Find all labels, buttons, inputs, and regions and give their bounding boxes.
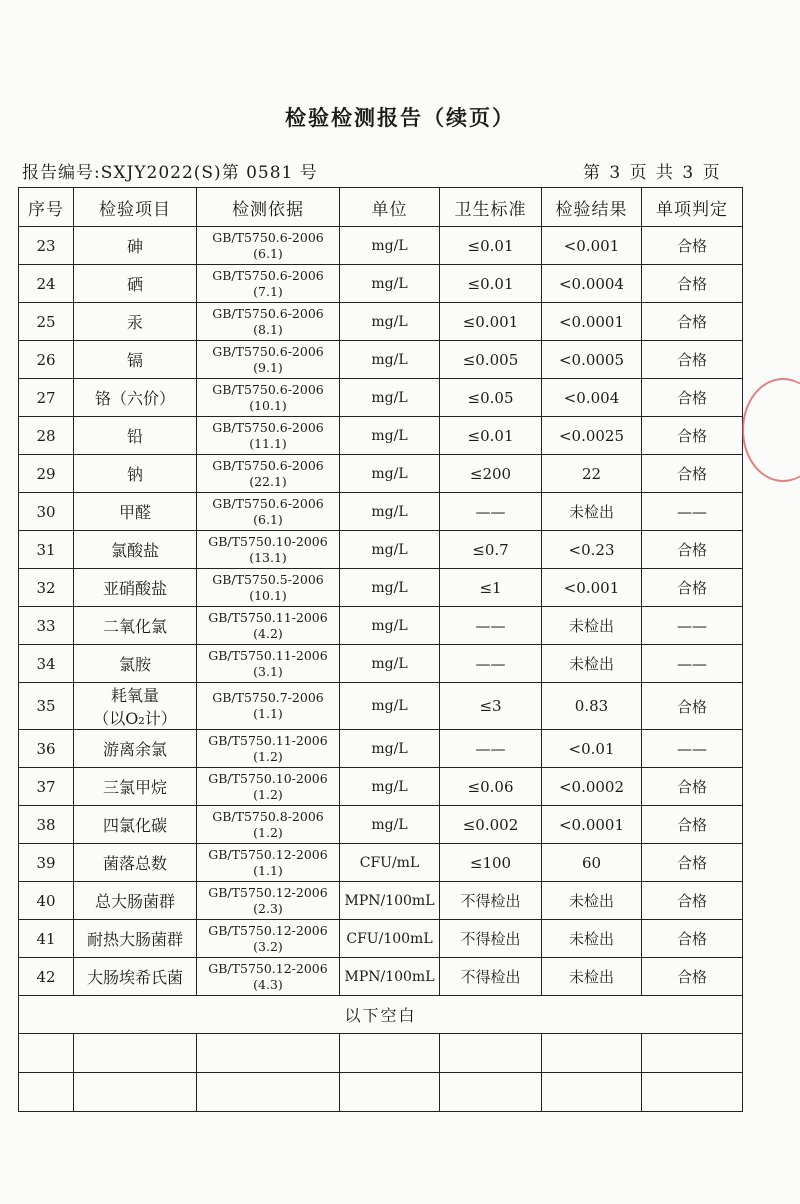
blank-note: 以下空白 — [19, 996, 743, 1034]
test-method-cell: GB/T5750.6-2006 (7.1) — [197, 265, 340, 303]
row-number-cell: 38 — [19, 806, 74, 844]
judgement-cell: 合格 — [642, 958, 743, 996]
table-row — [19, 265, 743, 303]
hygiene-standard-cell: ≤100 — [440, 844, 542, 882]
test-item-cell: 钠 — [74, 455, 197, 493]
table-row — [19, 683, 743, 730]
unit-cell: mg/L — [340, 683, 440, 730]
hygiene-standard-cell: ≤200 — [440, 455, 542, 493]
page-info: 第 3 页 共 3 页 — [583, 163, 722, 183]
row-number-cell: 23 — [19, 227, 74, 265]
report-title: 检验检测报告（续页） — [285, 106, 515, 130]
judgement-cell: 合格 — [642, 227, 743, 265]
table-row — [19, 493, 743, 531]
test-method-cell: GB/T5750.6-2006 (10.1) — [197, 379, 340, 417]
hygiene-standard-cell: 不得检出 — [440, 958, 542, 996]
test-method-cell: GB/T5750.11-2006 (1.2) — [197, 730, 340, 768]
row-number-cell: 30 — [19, 493, 74, 531]
unit-cell: mg/L — [340, 417, 440, 455]
test-result-cell: <0.004 — [542, 379, 642, 417]
hygiene-standard-cell: ≤0.001 — [440, 303, 542, 341]
unit-cell: mg/L — [340, 493, 440, 531]
row-number-cell: 27 — [19, 379, 74, 417]
row-number-cell: 25 — [19, 303, 74, 341]
row-number-cell: 35 — [19, 683, 74, 730]
judgement-cell: 合格 — [642, 569, 743, 607]
row-number-cell: 31 — [19, 531, 74, 569]
test-result-cell: <0.0002 — [542, 768, 642, 806]
header-item: 检验项目 — [74, 188, 197, 227]
header-standard: 卫生标准 — [440, 188, 542, 227]
header-judgement: 单项判定 — [642, 188, 743, 227]
test-method-cell: GB/T5750.8-2006 (1.2) — [197, 806, 340, 844]
header-result: 检验结果 — [542, 188, 642, 227]
test-method-cell: GB/T5750.11-2006 (4.2) — [197, 607, 340, 645]
table-row — [19, 958, 743, 996]
test-method-cell: GB/T5750.6-2006 (22.1) — [197, 455, 340, 493]
judgement-cell: —— — [642, 730, 743, 768]
test-method-cell: GB/T5750.6-2006 (8.1) — [197, 303, 340, 341]
hygiene-standard-cell: ≤3 — [440, 683, 542, 730]
test-result-cell: <0.0005 — [542, 341, 642, 379]
judgement-cell: —— — [642, 607, 743, 645]
hygiene-standard-cell: ≤0.7 — [440, 531, 542, 569]
unit-cell: mg/L — [340, 303, 440, 341]
table-row — [19, 844, 743, 882]
judgement-cell: 合格 — [642, 844, 743, 882]
hygiene-standard-cell: ≤0.01 — [440, 227, 542, 265]
test-item-cell: 铬（六价） — [74, 379, 197, 417]
test-result-cell: <0.0004 — [542, 265, 642, 303]
hygiene-standard-cell: 不得检出 — [440, 920, 542, 958]
test-result-cell: <0.0001 — [542, 806, 642, 844]
test-method-cell: GB/T5750.6-2006 (9.1) — [197, 341, 340, 379]
judgement-cell: 合格 — [642, 265, 743, 303]
judgement-cell: 合格 — [642, 531, 743, 569]
test-item-cell: 耐热大肠菌群 — [74, 920, 197, 958]
empty-cell — [19, 1034, 74, 1073]
unit-cell: mg/L — [340, 645, 440, 683]
unit-cell: MPN/100mL — [340, 882, 440, 920]
table-row — [19, 569, 743, 607]
test-result-cell: <0.0001 — [542, 303, 642, 341]
table-row — [19, 645, 743, 683]
test-result-cell: <0.01 — [542, 730, 642, 768]
judgement-cell: 合格 — [642, 417, 743, 455]
hygiene-standard-cell: ≤0.01 — [440, 417, 542, 455]
test-item-cell: 氯酸盐 — [74, 531, 197, 569]
test-item-cell: 四氯化碳 — [74, 806, 197, 844]
unit-cell: mg/L — [340, 806, 440, 844]
unit-cell: CFU/100mL — [340, 920, 440, 958]
row-number-cell: 39 — [19, 844, 74, 882]
empty-cell — [542, 1073, 642, 1112]
unit-cell: mg/L — [340, 531, 440, 569]
table-row — [19, 417, 743, 455]
empty-cell — [197, 1073, 340, 1112]
test-item-cell: 亚硝酸盐 — [74, 569, 197, 607]
empty-row — [19, 1073, 743, 1112]
judgement-cell: 合格 — [642, 920, 743, 958]
test-result-cell: <0.001 — [542, 569, 642, 607]
table-row — [19, 607, 743, 645]
table-header-row — [19, 188, 743, 227]
test-result-cell: 未检出 — [542, 920, 642, 958]
hygiene-standard-cell: —— — [440, 730, 542, 768]
unit-cell: mg/L — [340, 379, 440, 417]
test-result-cell: 22 — [542, 455, 642, 493]
judgement-cell: 合格 — [642, 683, 743, 730]
hygiene-standard-cell: 不得检出 — [440, 882, 542, 920]
unit-cell: mg/L — [340, 341, 440, 379]
test-item-cell: 总大肠菌群 — [74, 882, 197, 920]
judgement-cell: 合格 — [642, 882, 743, 920]
table-row — [19, 882, 743, 920]
test-item-cell: 氯胺 — [74, 645, 197, 683]
hygiene-standard-cell: ≤0.005 — [440, 341, 542, 379]
test-result-cell: 未检出 — [542, 607, 642, 645]
judgement-cell: —— — [642, 493, 743, 531]
test-result-cell: 未检出 — [542, 958, 642, 996]
test-result-cell: 60 — [542, 844, 642, 882]
header-no: 序号 — [19, 188, 74, 227]
red-stamp-seal — [742, 378, 800, 482]
test-item-cell: 甲醛 — [74, 493, 197, 531]
unit-cell: CFU/mL — [340, 844, 440, 882]
test-result-cell: <0.0025 — [542, 417, 642, 455]
empty-cell — [440, 1034, 542, 1073]
test-method-cell: GB/T5750.6-2006 (11.1) — [197, 417, 340, 455]
test-result-cell: 未检出 — [542, 645, 642, 683]
test-item-cell: 铅 — [74, 417, 197, 455]
test-item-cell: 汞 — [74, 303, 197, 341]
test-method-cell: GB/T5750.11-2006 (3.1) — [197, 645, 340, 683]
unit-cell: mg/L — [340, 607, 440, 645]
test-method-cell: GB/T5750.12-2006 (2.3) — [197, 882, 340, 920]
empty-cell — [642, 1073, 743, 1112]
header-method: 检测依据 — [197, 188, 340, 227]
hygiene-standard-cell: —— — [440, 645, 542, 683]
empty-cell — [340, 1073, 440, 1112]
test-item-cell: 菌落总数 — [74, 844, 197, 882]
unit-cell: mg/L — [340, 265, 440, 303]
unit-cell: mg/L — [340, 455, 440, 493]
judgement-cell: 合格 — [642, 379, 743, 417]
empty-cell — [74, 1034, 197, 1073]
table-row — [19, 341, 743, 379]
row-number-cell: 36 — [19, 730, 74, 768]
unit-cell: mg/L — [340, 569, 440, 607]
unit-cell: mg/L — [340, 768, 440, 806]
row-number-cell: 32 — [19, 569, 74, 607]
judgement-cell: 合格 — [642, 806, 743, 844]
hygiene-standard-cell: —— — [440, 607, 542, 645]
test-result-cell: 未检出 — [542, 493, 642, 531]
table-row — [19, 303, 743, 341]
test-item-cell: 硒 — [74, 265, 197, 303]
test-method-cell: GB/T5750.6-2006 (6.1) — [197, 493, 340, 531]
test-item-cell: 砷 — [74, 227, 197, 265]
test-method-cell: GB/T5750.10-2006 (13.1) — [197, 531, 340, 569]
test-result-cell: 未检出 — [542, 882, 642, 920]
row-number-cell: 24 — [19, 265, 74, 303]
table-row — [19, 227, 743, 265]
empty-cell — [340, 1034, 440, 1073]
hygiene-standard-cell: ≤1 — [440, 569, 542, 607]
empty-row — [19, 1034, 743, 1073]
judgement-cell: 合格 — [642, 455, 743, 493]
row-number-cell: 29 — [19, 455, 74, 493]
row-number-cell: 28 — [19, 417, 74, 455]
row-number-cell: 37 — [19, 768, 74, 806]
table-row — [19, 768, 743, 806]
blank-note-row — [19, 996, 743, 1034]
unit-cell: mg/L — [340, 227, 440, 265]
test-method-cell: GB/T5750.7-2006 (1.1) — [197, 683, 340, 730]
table-body — [19, 227, 743, 1112]
hygiene-standard-cell: ≤0.06 — [440, 768, 542, 806]
hygiene-standard-cell: ≤0.002 — [440, 806, 542, 844]
unit-cell: mg/L — [340, 730, 440, 768]
table-row — [19, 379, 743, 417]
hygiene-standard-cell: ≤0.05 — [440, 379, 542, 417]
empty-cell — [74, 1073, 197, 1112]
test-method-cell: GB/T5750.10-2006 (1.2) — [197, 768, 340, 806]
judgement-cell: —— — [642, 645, 743, 683]
judgement-cell: 合格 — [642, 303, 743, 341]
hygiene-standard-cell: —— — [440, 493, 542, 531]
test-item-cell: 二氧化氯 — [74, 607, 197, 645]
table-row — [19, 531, 743, 569]
row-number-cell: 41 — [19, 920, 74, 958]
results-table — [18, 187, 743, 1112]
table-row — [19, 920, 743, 958]
judgement-cell: 合格 — [642, 768, 743, 806]
row-number-cell: 42 — [19, 958, 74, 996]
test-result-cell: 0.83 — [542, 683, 642, 730]
row-number-cell: 40 — [19, 882, 74, 920]
table-row — [19, 455, 743, 493]
header-unit: 单位 — [340, 188, 440, 227]
empty-cell — [642, 1034, 743, 1073]
test-item-cell: 镉 — [74, 341, 197, 379]
test-item-cell: 三氯甲烷 — [74, 768, 197, 806]
empty-cell — [440, 1073, 542, 1112]
test-item-cell: 游离余氯 — [74, 730, 197, 768]
test-method-cell: GB/T5750.12-2006 (3.2) — [197, 920, 340, 958]
table-row — [19, 730, 743, 768]
row-number-cell: 33 — [19, 607, 74, 645]
hygiene-standard-cell: ≤0.01 — [440, 265, 542, 303]
report-number: 报告编号:SXJY2022(S)第 0581 号 — [22, 163, 318, 183]
test-method-cell: GB/T5750.6-2006 (6.1) — [197, 227, 340, 265]
test-item-cell: 大肠埃希氏菌 — [74, 958, 197, 996]
test-method-cell: GB/T5750.12-2006 (1.1) — [197, 844, 340, 882]
judgement-cell: 合格 — [642, 341, 743, 379]
empty-cell — [197, 1034, 340, 1073]
test-method-cell: GB/T5750.5-2006 (10.1) — [197, 569, 340, 607]
table-row — [19, 806, 743, 844]
empty-cell — [542, 1034, 642, 1073]
unit-cell: MPN/100mL — [340, 958, 440, 996]
row-number-cell: 26 — [19, 341, 74, 379]
test-result-cell: <0.001 — [542, 227, 642, 265]
test-item-cell: 耗氧量 （以O₂计） — [74, 683, 197, 730]
test-result-cell: <0.23 — [542, 531, 642, 569]
empty-cell — [19, 1073, 74, 1112]
test-method-cell: GB/T5750.12-2006 (4.3) — [197, 958, 340, 996]
row-number-cell: 34 — [19, 645, 74, 683]
